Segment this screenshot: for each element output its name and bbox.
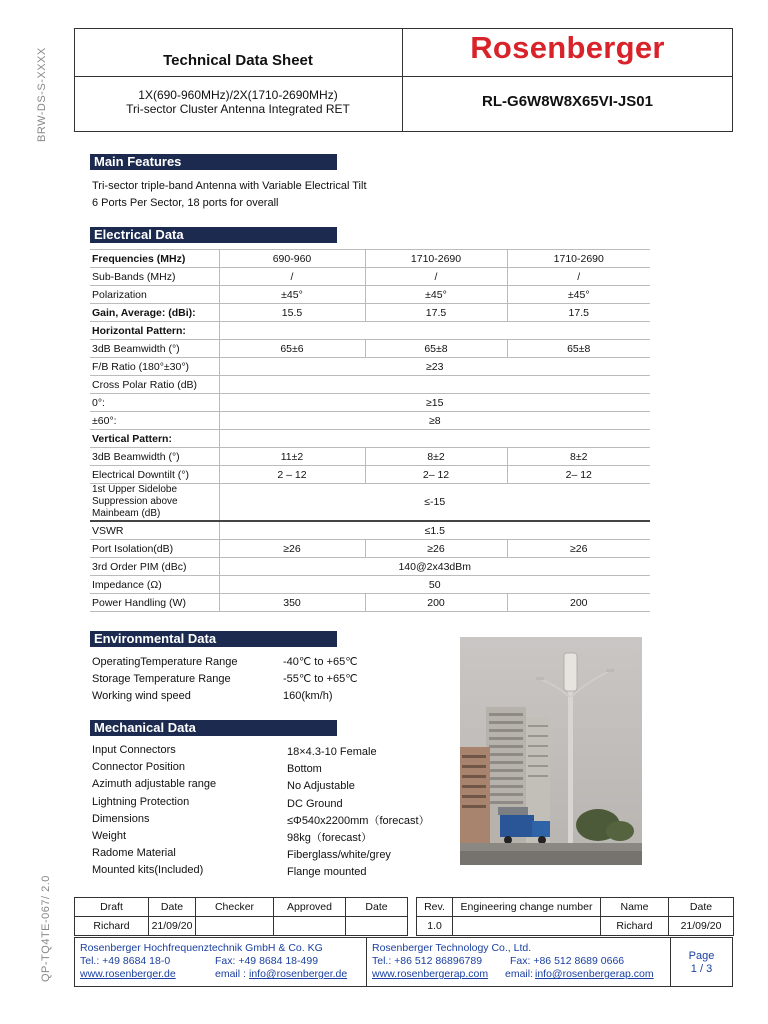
- table-row: [90, 430, 650, 448]
- cell: ±45°: [219, 286, 365, 304]
- row-label: Port Isolation(dB): [90, 540, 219, 558]
- cell: 17.5: [365, 304, 507, 322]
- environmental-values: [283, 654, 358, 706]
- table-row: [90, 376, 650, 394]
- footer-de: [80, 942, 364, 981]
- cell: 1710-2690: [507, 250, 650, 268]
- mech-label: Radome Material: [92, 847, 176, 860]
- mech-label: Weight: [92, 830, 127, 843]
- cell: [219, 322, 650, 340]
- mech-value: Flange mounted: [287, 866, 367, 879]
- cell: [219, 430, 650, 448]
- cell: 8±2: [507, 448, 650, 466]
- tel-cn: Tel.: +86 512 86896789: [372, 955, 483, 967]
- env-label: Storage Temperature Range: [92, 673, 231, 686]
- row-label: 3rd Order PIM (dBc): [90, 558, 219, 576]
- subtitle-line-1: 1X(690-960MHz)/2X(1710-2690MHz): [138, 88, 338, 102]
- cell: 2– 12: [365, 466, 507, 484]
- cell: ≥23: [219, 358, 650, 376]
- cell: 17.5: [507, 304, 650, 322]
- company-de: Rosenberger Hochfrequenztechnik GmbH & Co. KG: [80, 942, 323, 954]
- table-row: [90, 340, 650, 358]
- cell: ≥26: [507, 540, 650, 558]
- environmental-heading: Environmental Data: [90, 631, 337, 647]
- cell: 2– 12: [507, 466, 650, 484]
- row-label: Horizontal Pattern:: [90, 322, 219, 340]
- tel-de: Tel.: +49 8684 18-0: [80, 955, 171, 967]
- mech-label: Dimensions: [92, 812, 150, 825]
- mech-label: Azimuth adjustable range: [92, 778, 217, 791]
- environmental-labels: [92, 654, 238, 706]
- row-label: 3dB Beamwidth (°): [90, 340, 219, 358]
- table-row: [75, 917, 408, 936]
- header-cell: Date: [669, 898, 734, 917]
- cell: 200: [507, 594, 650, 612]
- table-row: [90, 558, 650, 576]
- header-cell: Draft: [75, 898, 149, 917]
- row-label: F/B Ratio (180°±30°): [90, 358, 219, 376]
- page-title: Technical Data Sheet: [163, 52, 313, 69]
- approval-table: [74, 897, 408, 936]
- table-row: [90, 304, 650, 322]
- cell: [219, 376, 650, 394]
- feature-line: Tri-sector triple-band Antenna with Variable Electrical Tilt: [92, 180, 367, 192]
- form-code-label: QP-TQ4TE-067/ 2.0: [40, 875, 52, 982]
- doc-code-label: BRW-DS-S-XXXX: [36, 47, 48, 142]
- cell: 2 – 12: [219, 466, 365, 484]
- cell: ≥26: [219, 540, 365, 558]
- cell: 350: [219, 594, 365, 612]
- table-row: [90, 358, 650, 376]
- env-label: OperatingTemperature Range: [92, 656, 238, 668]
- table-row: [90, 540, 650, 558]
- mech-label: Input Connectors: [92, 744, 176, 756]
- model-number: RL-G6W8W8X65VI-JS01: [482, 93, 653, 110]
- cell: 690-960: [219, 250, 365, 268]
- row-label: Gain, Average: (dBi):: [90, 304, 219, 322]
- cell: ≤1.5: [219, 521, 650, 540]
- mech-value: Bottom: [287, 763, 322, 776]
- mechanical-values: [287, 744, 430, 882]
- table-row: [90, 594, 650, 612]
- table-row: [90, 322, 650, 340]
- row-label: VSWR: [90, 521, 219, 540]
- table-row: [90, 412, 650, 430]
- cell: 15.5: [219, 304, 365, 322]
- header-cell: Approved: [274, 898, 346, 917]
- main-features-text: [92, 178, 367, 212]
- row-label: Sub-Bands (MHz): [90, 268, 219, 286]
- brand-logo: Rosenberger: [470, 30, 665, 65]
- electrical-heading: Electrical Data: [90, 227, 337, 243]
- table-row: [90, 286, 650, 304]
- subtitle-line-2: Tri-sector Cluster Antenna Integrated RET: [126, 102, 350, 116]
- row-label: Frequencies (MHz): [90, 250, 219, 268]
- cell: ±45°: [365, 286, 507, 304]
- cell: /: [219, 268, 365, 286]
- cell: 65±8: [507, 340, 650, 358]
- revision-table: [416, 897, 734, 936]
- row-label: Vertical Pattern:: [90, 430, 219, 448]
- cell: [453, 917, 601, 936]
- env-label: Working wind speed: [92, 690, 191, 703]
- main-features-heading: Main Features: [90, 154, 337, 170]
- row-label: Power Handling (W): [90, 594, 219, 612]
- email-link-de[interactable]: info@rosenberger.de: [249, 968, 348, 980]
- mechanical-heading: Mechanical Data: [90, 720, 337, 736]
- cell: ±45°: [507, 286, 650, 304]
- table-row: [90, 394, 650, 412]
- row-label: 3dB Beamwidth (°): [90, 448, 219, 466]
- table-row: [90, 576, 650, 594]
- table-row: [90, 448, 650, 466]
- header-cell: Rev.: [417, 898, 453, 917]
- mech-label: Lightning Protection: [92, 795, 190, 808]
- table-row: [90, 466, 650, 484]
- table-row: [417, 917, 734, 936]
- product-subtitle: [74, 88, 402, 116]
- cell: 50: [219, 576, 650, 594]
- fax-de: Fax: +49 8684 18-499: [215, 955, 319, 967]
- cell: /: [507, 268, 650, 286]
- cell: ≥26: [365, 540, 507, 558]
- cell: 65±8: [365, 340, 507, 358]
- electrical-table: [90, 249, 650, 612]
- footer-cn: [372, 942, 668, 981]
- website-link-cn[interactable]: www.rosenbergerap.com: [372, 968, 489, 980]
- row-label: Cross Polar Ratio (dB): [90, 376, 219, 394]
- cell: 11±2: [219, 448, 365, 466]
- table-row: [75, 898, 408, 917]
- table-row: [417, 898, 734, 917]
- mech-value: 18×4.3-10 Female: [287, 746, 377, 758]
- cell: 1.0: [417, 917, 453, 936]
- page-label: Page: [688, 950, 715, 962]
- cell: 1710-2690: [365, 250, 507, 268]
- row-label: Impedance (Ω): [90, 576, 219, 594]
- cell: 21/09/20: [149, 917, 196, 936]
- cell: Richard: [75, 917, 149, 936]
- fax-cn: Fax: +86 512 8689 0666: [510, 955, 625, 967]
- website-link-de[interactable]: www.rosenberger.de: [80, 968, 176, 980]
- env-value: -55℃ to +65℃: [283, 673, 358, 686]
- header-cell: Checker: [196, 898, 274, 917]
- cell: ≥15: [219, 394, 650, 412]
- env-value: -40℃ to +65℃: [283, 656, 358, 668]
- cell: ≥8: [219, 412, 650, 430]
- mech-value: 98kg（forecast）: [287, 832, 372, 845]
- mech-label: Connector Position: [92, 761, 185, 774]
- header-cell: Name: [601, 898, 669, 917]
- page-indicator: [670, 950, 733, 976]
- cell: [346, 917, 408, 936]
- email-label-de: email :: [215, 968, 249, 980]
- mech-value: No Adjustable: [287, 780, 355, 793]
- email-link-cn[interactable]: info@rosenbergerap.com: [535, 968, 654, 980]
- header-cell: Date: [149, 898, 196, 917]
- cell: 8±2: [365, 448, 507, 466]
- row-label: 1st Upper Sidelobe Suppression above Mainbeam (dB): [90, 484, 219, 522]
- env-value: 160(km/h): [283, 690, 333, 703]
- row-label: ±60°:: [90, 412, 219, 430]
- mechanical-labels: [92, 742, 216, 880]
- table-row: [90, 250, 650, 268]
- page-number: 1 / 3: [690, 963, 713, 975]
- header-cell: Date: [346, 898, 408, 917]
- table-row: [90, 268, 650, 286]
- cell: Richard: [601, 917, 669, 936]
- table-row: [90, 484, 650, 522]
- email-label-cn: email:: [505, 968, 536, 980]
- feature-line: 6 Ports Per Sector, 18 ports for overall: [92, 197, 279, 209]
- company-cn: Rosenberger Technology Co., Ltd.: [372, 942, 532, 954]
- cell: 65±6: [219, 340, 365, 358]
- row-label: Electrical Downtilt (°): [90, 466, 219, 484]
- cell: /: [365, 268, 507, 286]
- mech-value: DC Ground: [287, 797, 343, 810]
- header-cell: Engineering change number: [453, 898, 601, 917]
- mech-label: Mounted kits(Included): [92, 864, 204, 877]
- mech-value: ≤Φ540x2200mm（forecast）: [287, 814, 430, 827]
- cell: [274, 917, 346, 936]
- row-label: 0°:: [90, 394, 219, 412]
- table-row: [90, 521, 650, 540]
- product-photo: [460, 637, 642, 865]
- cell: 200: [365, 594, 507, 612]
- cell: [196, 917, 274, 936]
- cell: 21/09/20: [669, 917, 734, 936]
- cell: ≤-15: [219, 484, 650, 522]
- row-label: Polarization: [90, 286, 219, 304]
- cell: 140@2x43dBm: [219, 558, 650, 576]
- mech-value: Fiberglass/white/grey: [287, 849, 391, 862]
